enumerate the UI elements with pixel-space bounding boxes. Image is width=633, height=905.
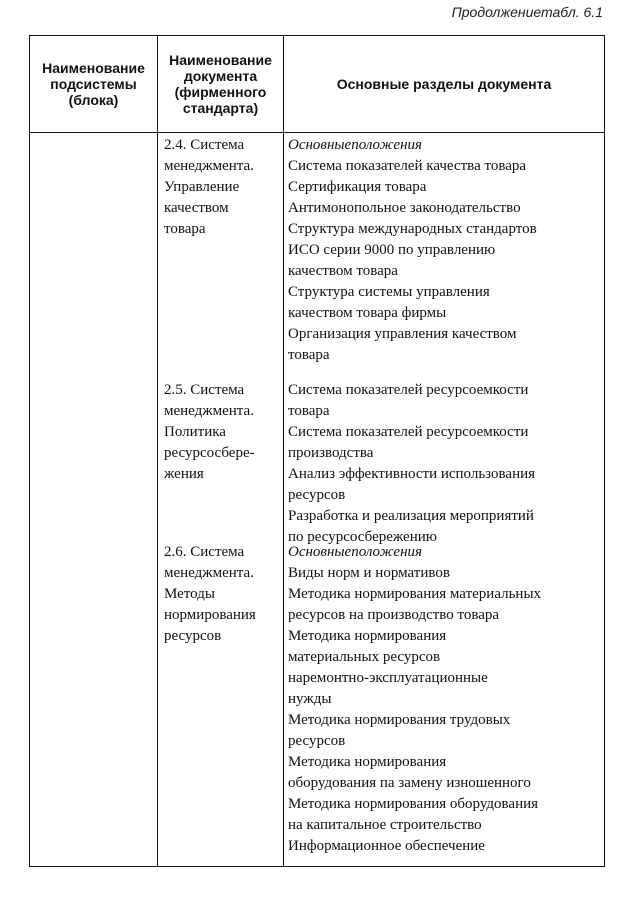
section-item: Организация управления качеством	[288, 326, 517, 342]
section-item: Информационное обеспечение	[288, 838, 485, 854]
document-name-line: 2.5. Система	[164, 382, 245, 398]
document-name-line: Политика	[164, 424, 226, 440]
document-name-line: менеджмента.	[164, 403, 254, 419]
subsystem-cell	[30, 133, 158, 867]
header-row	[30, 36, 605, 133]
section-item: материальных ресурсов	[288, 649, 441, 665]
section-item: ресурсов на производство товара	[288, 607, 500, 623]
section-item: на капитальное строительство	[288, 817, 482, 833]
section-item: Разработка и реализация мероприятий	[288, 508, 534, 524]
section-item: товара	[288, 347, 330, 363]
section-item: Методика нормирования	[288, 754, 447, 770]
section-item: по ресурсосбережению	[288, 529, 437, 545]
sections-cell	[284, 133, 605, 867]
section-item: Методика нормирования оборудования	[288, 796, 539, 812]
section-heading: Основныеположения	[288, 137, 423, 153]
document-cell	[158, 133, 284, 867]
section-item: Система показателей качества товара	[288, 158, 527, 174]
section-item: ресурсов	[288, 733, 346, 749]
section-item: Методика нормирования материальных	[288, 586, 542, 602]
section-item: Структура системы управления	[288, 284, 490, 300]
section-item: Методика нормирования	[288, 628, 447, 644]
header-document: Наименование документа (фирменного стандарта)	[158, 36, 284, 133]
section-item: Сертификация товара	[288, 179, 427, 195]
section-item: ресурсов	[288, 487, 346, 503]
document-name-line: Методы	[164, 586, 215, 602]
section-item: качеством товара фирмы	[288, 305, 447, 321]
sections-list-2	[284, 380, 535, 548]
document-name-3	[158, 542, 258, 647]
document-name-line: менеджмента.	[164, 158, 254, 174]
document-name-line: качеством	[164, 200, 229, 216]
section-item: нужды	[288, 691, 332, 707]
section-item: товара	[288, 403, 330, 419]
document-name-line: менеджмента.	[164, 565, 254, 581]
section-item: Антимонопольное законодательство	[288, 200, 521, 216]
document-name-line: 2.4. Система	[164, 137, 245, 153]
sections-list-1	[284, 135, 537, 366]
section-item: Система показателей ресурсоемкости	[288, 424, 529, 440]
document-name-line: ресурсосбере-	[164, 445, 255, 461]
section-item: Анализ эффективности использования	[288, 466, 536, 482]
sections-list-3	[284, 542, 541, 857]
document-name-line: 2.6. Система	[164, 544, 245, 560]
document-name-2	[158, 380, 257, 485]
section-item: оборудования па замену изношенного	[288, 775, 531, 791]
document-name-line: нормирования	[164, 607, 256, 623]
table-caption: Продолжениетабл. 6.1	[451, 4, 603, 20]
section-item: ИСО серии 9000 по управлению	[288, 242, 496, 258]
document-name-1	[158, 135, 256, 240]
document-name-line: товара	[164, 221, 206, 237]
header-sections: Основные разделы документа	[284, 36, 605, 133]
section-item: Система показателей ресурсоемкости	[288, 382, 529, 398]
document-name-line: Управление	[164, 179, 240, 195]
section-item: Виды норм и нормативов	[288, 565, 450, 581]
section-item: производства	[288, 445, 374, 461]
section-item: качеством товара	[288, 263, 398, 279]
table-body-row	[30, 133, 605, 867]
section-item: Структура международных стандартов	[288, 221, 537, 237]
section-heading: Основныеположения	[288, 544, 423, 560]
document-name-line: жения	[164, 466, 204, 482]
section-item: наремонтно-эксплуатационные	[288, 670, 488, 686]
document-name-line: ресурсов	[164, 628, 222, 644]
documents-table	[29, 35, 605, 867]
header-subsystem: Наименование подсистемы (блока)	[30, 36, 158, 133]
section-item: Методика нормирования трудовых	[288, 712, 511, 728]
